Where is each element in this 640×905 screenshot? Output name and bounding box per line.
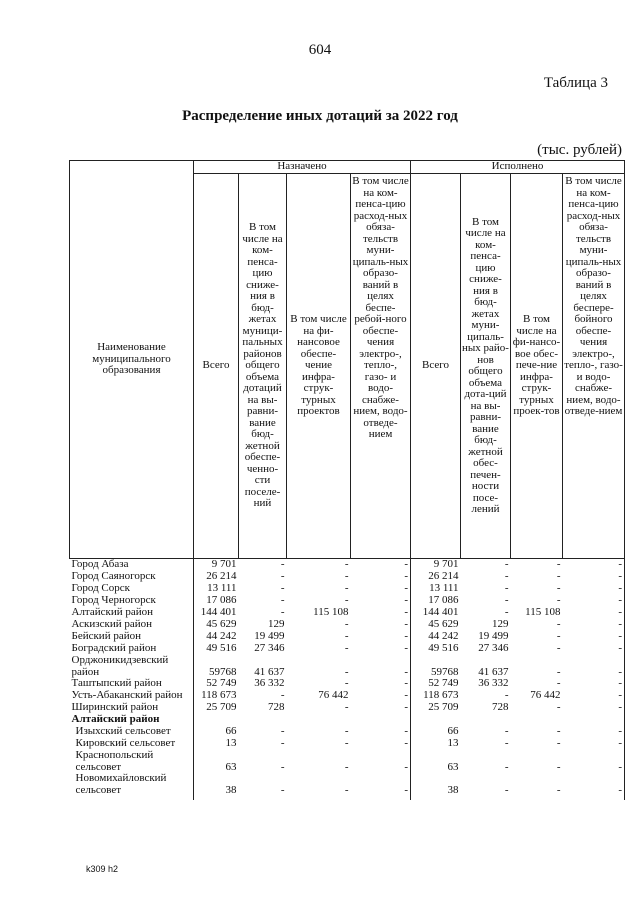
cell-a3: - [351, 571, 411, 583]
table-row [70, 607, 625, 619]
table-row [70, 583, 625, 595]
cell-a2: - [344, 642, 349, 655]
table-label: Таблица 3 [543, 75, 608, 91]
cell-a-total: 59768 [209, 665, 237, 678]
cell-e1: - [504, 570, 509, 583]
table-row [70, 571, 625, 583]
cell-a1: 36 332 [254, 677, 285, 690]
cell-e1: 19 499 [478, 630, 509, 643]
cell-e-total: 49 516 [428, 642, 459, 655]
cell-e2: - [556, 725, 561, 738]
cell-a-total: 25 709 [206, 701, 237, 714]
cell-a1: - [280, 606, 285, 619]
cell-a-total: 44 242 [206, 630, 237, 643]
cell-e-total: 144 401 [422, 606, 459, 619]
cell-e1: - [504, 558, 509, 571]
cell-a1: - [280, 582, 285, 595]
municipality-name: Аскизский район [70, 619, 194, 631]
cell-e1: - [504, 760, 509, 773]
cell-e3: - [563, 571, 625, 583]
cell-a3 [351, 714, 411, 726]
header-municipality: Наименование муниципального образования [70, 161, 194, 559]
cell-a2: - [344, 558, 349, 571]
cell-a1: 129 [268, 618, 285, 631]
cell-a-total: 17 086 [206, 594, 237, 607]
cell-a2: - [344, 570, 349, 583]
cell-a3: - [351, 631, 411, 643]
cell-a2: - [344, 630, 349, 643]
municipality-name: Бейский район [70, 631, 194, 643]
municipality-name: Боградский район [70, 643, 194, 655]
cell-e3: - [563, 678, 625, 690]
cell-a2: - [344, 701, 349, 714]
cell-e-total: 45 629 [428, 618, 459, 631]
cell-a3: - [351, 619, 411, 631]
cell-a2: - [344, 618, 349, 631]
cell-e-total [411, 714, 461, 726]
cell-a-total: 13 111 [207, 582, 237, 595]
cell-e3: - [563, 607, 625, 619]
cell-e1: - [504, 594, 509, 607]
header-executed-infrastructure: В том числе на фи-нансо-вое обес-пече-ние инфра-струк-турных проек-тов [511, 174, 563, 559]
cell-e1: 36 332 [478, 677, 509, 690]
cell-e1: - [504, 606, 509, 619]
table-row [70, 714, 625, 726]
cell-e2: 76 442 [530, 689, 561, 702]
header-assigned: Назначено [194, 161, 411, 174]
cell-a-total: 9 701 [211, 558, 237, 571]
cell-a3: - [351, 595, 411, 607]
header-assigned-total: Всего [194, 174, 239, 559]
municipality-name: Город Абаза [70, 559, 194, 572]
header-executed-utilities: В том числе на ком-пенса-цию расход-ных обяза-тельств муни-ципаль-ных образо-ваний в целях беспере-бойного обеспе-чения электро-, тепло-, газо- и водо-снабже-нием, водо-отведе-нием [563, 174, 625, 559]
table-body [70, 559, 625, 801]
table-row [70, 773, 625, 800]
cell-e1: - [504, 689, 509, 702]
cell-a1 [239, 714, 287, 726]
municipality-name: Ширинский район [70, 702, 194, 714]
cell-e3: - [563, 738, 625, 750]
cell-e2: - [556, 642, 561, 655]
cell-e2: - [556, 737, 561, 750]
table-row [70, 619, 625, 631]
municipality-name: Алтайский район [70, 714, 194, 726]
cell-a3: - [351, 678, 411, 690]
units-label: (тыс. рублей) [537, 142, 622, 158]
cell-a2: - [344, 760, 349, 773]
cell-e2: - [556, 558, 561, 571]
page-number: 604 [308, 42, 332, 58]
cell-a2: - [344, 582, 349, 595]
cell-e-total: 26 214 [428, 570, 459, 583]
cell-a3: - [351, 559, 411, 572]
cell-a-total: 49 516 [206, 642, 237, 655]
municipality-name: Орджоникидзевский район [70, 655, 194, 678]
cell-e3: - [563, 702, 625, 714]
cell-e2: - [556, 594, 561, 607]
cell-e2: - [556, 701, 561, 714]
cell-a3: - [351, 583, 411, 595]
cell-a1: - [280, 783, 285, 796]
cell-e1: - [504, 725, 509, 738]
cell-e2: 115 108 [525, 606, 561, 619]
cell-e3: - [563, 619, 625, 631]
cell-a2: - [344, 665, 349, 678]
table-row [70, 702, 625, 714]
cell-a1: 728 [268, 701, 285, 714]
cell-a2: - [344, 677, 349, 690]
cell-a1: - [280, 737, 285, 750]
cell-e2: - [556, 665, 561, 678]
cell-a-total: 45 629 [206, 618, 237, 631]
cell-e2: - [556, 630, 561, 643]
cell-a1: - [280, 689, 285, 702]
municipality-name: Новомихайловский сельсовет [70, 773, 194, 800]
cell-a-total: 118 673 [201, 689, 237, 702]
cell-a1: - [280, 725, 285, 738]
cell-e-total: 118 673 [423, 689, 459, 702]
cell-e2: - [556, 570, 561, 583]
cell-e2: - [556, 783, 561, 796]
cell-e3: - [563, 643, 625, 655]
cell-a3: - [351, 738, 411, 750]
cell-e2 [511, 714, 563, 726]
cell-e1 [461, 714, 511, 726]
cell-a3: - [351, 607, 411, 619]
cell-e1: - [504, 783, 509, 796]
cell-a-total [194, 714, 239, 726]
document-title: Распределение иных дотаций за 2022 год [182, 108, 458, 124]
cell-e2: - [556, 582, 561, 595]
cell-e1: - [504, 582, 509, 595]
municipality-name: Город Черногорск [70, 595, 194, 607]
cell-a2: 76 442 [318, 689, 349, 702]
header-executed: Исполнено [411, 161, 625, 174]
cell-a-total: 63 [225, 760, 237, 773]
cell-a-total: 38 [225, 783, 237, 796]
cell-a1: 19 499 [254, 630, 285, 643]
cell-a2: - [344, 725, 349, 738]
cell-a1: - [280, 558, 285, 571]
cell-a2: 115 108 [313, 606, 349, 619]
cell-e1: 27 346 [478, 642, 509, 655]
cell-a1: - [280, 570, 285, 583]
table-row [70, 559, 625, 572]
cell-e3: - [563, 559, 625, 572]
cell-a3: - [351, 690, 411, 702]
footer-code: k309 h2 [86, 864, 119, 874]
header-assigned-utilities: В том числе на ком-пенса-цию расход-ных обяза-тельств муни-ципаль-ных образо-ваний в целях беспе-ребой-ного обеспе-чения электро-, тепло-, газо- и водо-снабже-нием, водо-отведе-нием [351, 174, 411, 559]
cell-e1: 41 637 [478, 665, 509, 678]
cell-a2: - [344, 783, 349, 796]
cell-e2: - [556, 760, 561, 773]
cell-a3: - [351, 643, 411, 655]
cell-e-total: 25 709 [428, 701, 459, 714]
table-row [70, 631, 625, 643]
cell-a2: - [344, 594, 349, 607]
cell-a-total: 26 214 [206, 570, 237, 583]
municipality-name: Город Саяногорск [70, 571, 194, 583]
cell-a3: - [351, 702, 411, 714]
cell-e3: - [563, 631, 625, 643]
cell-e3 [563, 714, 625, 726]
cell-e3: - [563, 773, 625, 800]
cell-a1: 41 637 [254, 665, 285, 678]
cell-e-total: 17 086 [428, 594, 459, 607]
table-row [70, 678, 625, 690]
cell-e-total: 9 701 [433, 558, 459, 571]
header-assigned-compensation-equalization: В том числе на ком-пенса-цию сниже-ния в бюд-жетах муници-пальных районов общего объема дотаций на вы-равни-вание бюд-жетной обеспе-ченно-сти поселе-ний [239, 174, 287, 559]
cell-e3: - [563, 583, 625, 595]
cell-a3: - [351, 655, 411, 678]
cell-a-total: 52 749 [206, 677, 237, 690]
cell-e1: - [504, 737, 509, 750]
cell-a3: - [351, 750, 411, 773]
cell-e-total: 63 [447, 760, 459, 773]
header-executed-total: Всего [411, 174, 461, 559]
municipality-name: Алтайский район [70, 607, 194, 619]
cell-e1: 129 [492, 618, 509, 631]
cell-e3: - [563, 655, 625, 678]
municipality-name: Усть-Абаканский район [70, 690, 194, 702]
cell-a-total: 66 [225, 725, 237, 738]
header-assigned-infrastructure: В том числе на фи-нансовое обеспе-чение инфра-струк-турных проектов [287, 174, 351, 559]
table-row [70, 655, 625, 678]
cell-a1: - [280, 594, 285, 607]
cell-e3: - [563, 690, 625, 702]
cell-e2: - [556, 677, 561, 690]
cell-a2 [287, 714, 351, 726]
cell-e1: 728 [492, 701, 509, 714]
cell-e3: - [563, 595, 625, 607]
cell-a-total: 13 [225, 737, 237, 750]
header-executed-compensation-equalization: В том числе на ком-пенса-цию сниже-ния в бюд-жетах муни-ципаль-ных райо-нов общего объема дота-ций на вы-равни-вание бюд-жетной обес-печен-ности посе-лений [461, 174, 511, 559]
table-row [70, 750, 625, 773]
cell-e2: - [556, 618, 561, 631]
cell-e-total: 44 242 [428, 630, 459, 643]
table-row [70, 595, 625, 607]
municipality-name: Таштыпский район [70, 678, 194, 690]
cell-e-total: 38 [447, 783, 459, 796]
cell-e-total: 59768 [431, 665, 459, 678]
cell-a1: 27 346 [254, 642, 285, 655]
table-row [70, 690, 625, 702]
municipality-name: Город Сорск [70, 583, 194, 595]
cell-a1: - [280, 760, 285, 773]
cell-a3: - [351, 726, 411, 738]
cell-e-total: 13 [447, 737, 459, 750]
cell-e-total: 13 111 [429, 582, 459, 595]
cell-e3: - [563, 750, 625, 773]
cell-e-total: 66 [447, 725, 459, 738]
municipality-name: Изыхский сельсовет [70, 726, 194, 738]
municipality-name: Кировский сельсовет [70, 738, 194, 750]
cell-e3: - [563, 726, 625, 738]
subsidies-table [69, 160, 625, 800]
cell-a-total: 144 401 [200, 606, 237, 619]
cell-e-total: 52 749 [428, 677, 459, 690]
municipality-name: Краснопольский сельсовет [70, 750, 194, 773]
cell-a3: - [351, 773, 411, 800]
cell-a2: - [344, 737, 349, 750]
table-row [70, 726, 625, 738]
